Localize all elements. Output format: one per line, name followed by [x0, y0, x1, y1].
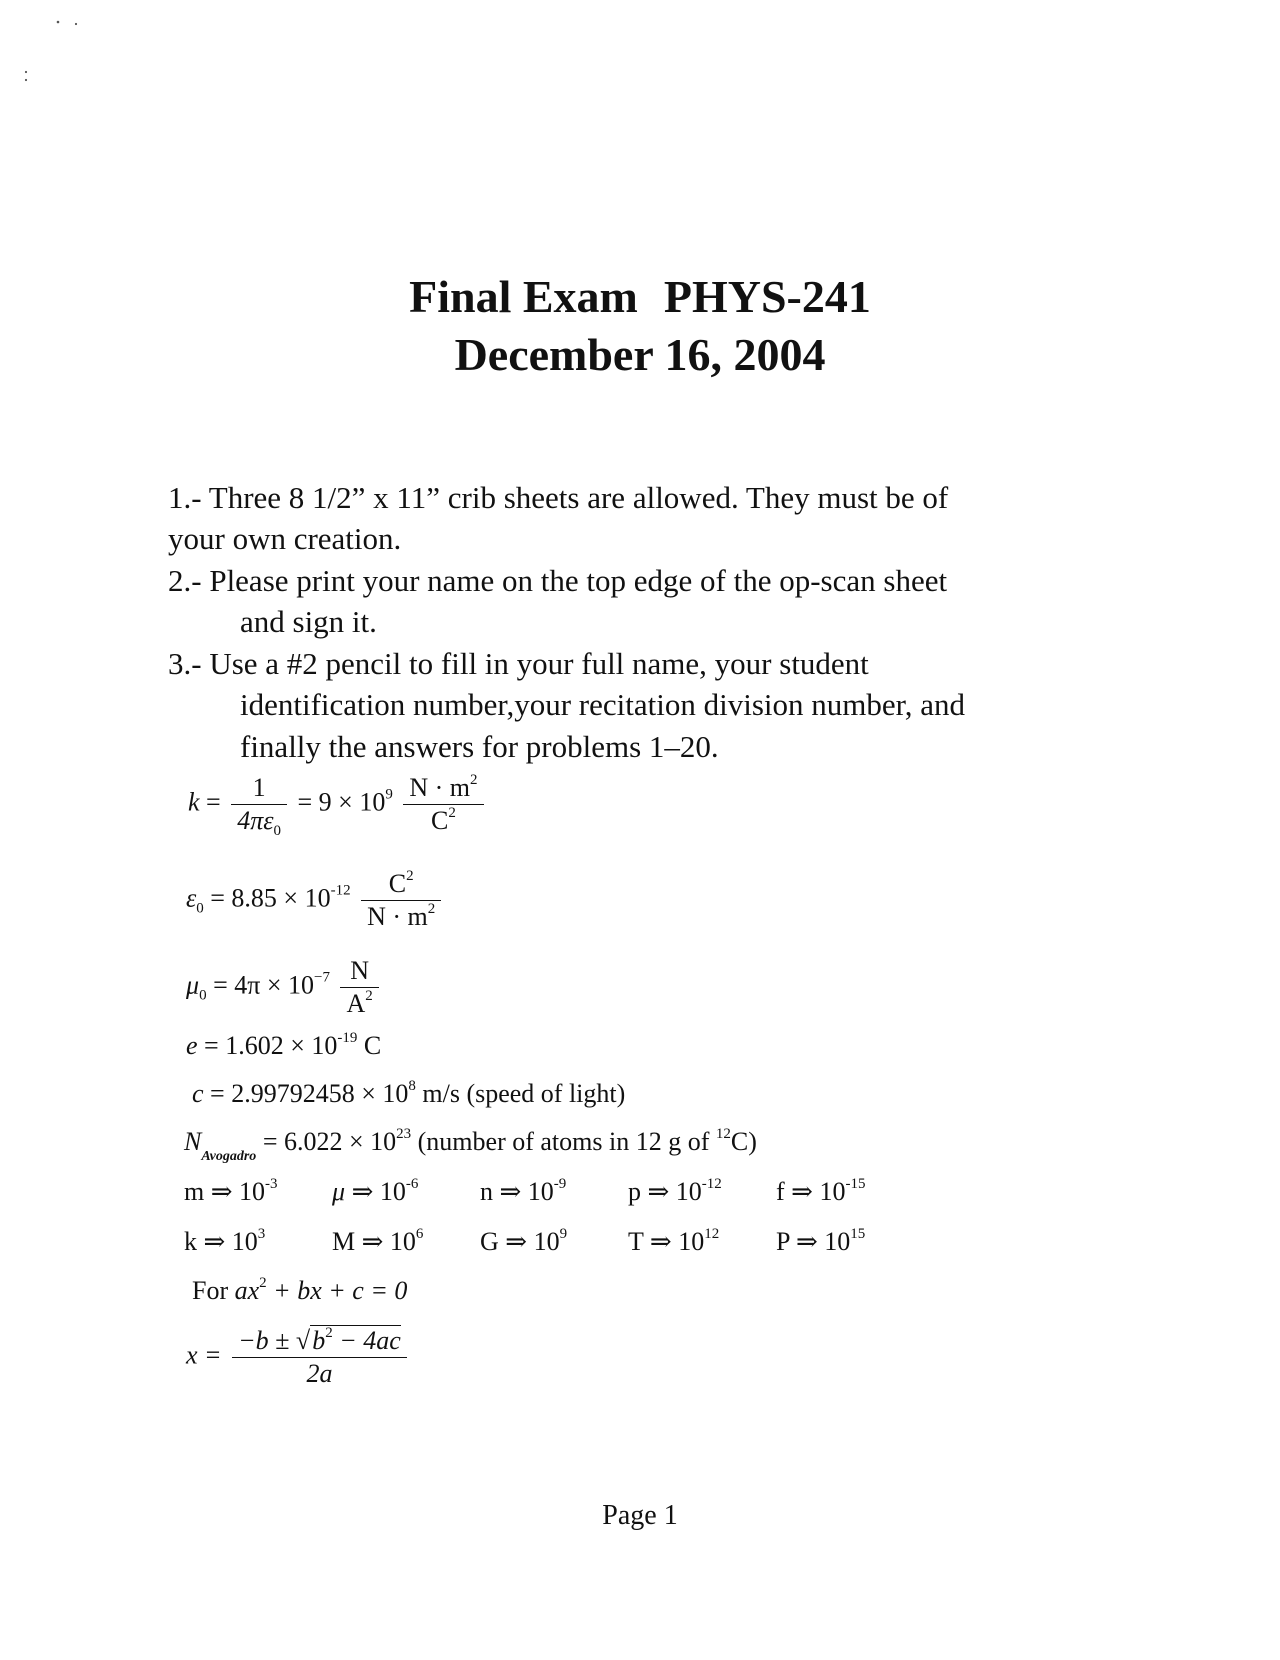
exam-date: December 16, 2004 [454, 329, 826, 380]
quadratic-formula: x = $\frac{-b \pm √b^2 - 4ac}{2a}$ [186, 1325, 411, 1390]
rule-2-line2: and sign it. [240, 604, 377, 639]
rule-1-line1: 1.- Three 8 1/2” x 11” crib sheets are allowed. They must be of [168, 480, 949, 515]
prefix-giga: G ⇒ $10^9$ [480, 1226, 568, 1256]
prefix-micro: μ ⇒ $10^{-6}$ [332, 1176, 419, 1206]
prefix-mega: M ⇒ $10^6$ [332, 1226, 424, 1256]
formula-elementary-charge: $e = 1.602 \times 10^{-19}$ C [186, 1030, 382, 1060]
quadratic-equation: For $ax^2$ + bx + c = 0 [192, 1275, 408, 1305]
rule-3-line3: finally the answers for problems 1–20. [240, 729, 719, 764]
page-number: Page 1 [602, 1500, 678, 1531]
formula-coulomb-constant: k = $\frac{1}{4\pi\varepsilon_0}$ = $9 \times 10^9$ $\frac{N \cdot m^2}{C^2}$ [188, 772, 488, 837]
formula-permittivity: $\varepsilon_0 = 8.85 \times 10^{-12}$ $\frac{C^2}{N \cdot m^2}$ [186, 868, 445, 933]
prefix-kilo: k ⇒ $10^3$ [184, 1226, 266, 1256]
prefix-row-large [184, 1226, 924, 1258]
exam-title [0, 267, 1280, 327]
rule-3-line1: 3.- Use a #2 pencil to fill in your full name, your student [168, 646, 869, 681]
formula-avogadro: $N_{Avogadro} = 6.022 \times 10^{23}$ (number of atoms in 12 g of $^{12}$C) [184, 1126, 757, 1164]
rule-1-line2: your own creation. [168, 521, 402, 556]
formula-speed-of-light: $c = 2.99792458 \times 10^8$ m/s (speed of light) [192, 1078, 626, 1108]
rule-3-line2: identification number,your recitation division number, and [240, 687, 965, 722]
prefix-row-small [184, 1176, 924, 1208]
prefix-femto: f ⇒ $10^{-15}$ [776, 1176, 866, 1206]
prefix-pico: p ⇒ $10^{-12}$ [628, 1176, 722, 1206]
prefix-tera: T ⇒ $10^{12}$ [628, 1226, 720, 1256]
course-code: PHYS-241 [663, 271, 871, 322]
prefix-nano: n ⇒ $10^{-9}$ [480, 1176, 567, 1206]
rule-2-line1: 2.- Please print your name on the top edge of the op-scan sheet [168, 563, 948, 598]
prefix-milli: m ⇒ $10^{-3}$ [184, 1176, 278, 1206]
scan-specks [0, 0, 1280, 120]
formula-permeability: $\mu_0 = 4\pi \times 10^{-7}$ $\frac{N}{A^2}$ [186, 955, 383, 1020]
exam-name: Final Exam [409, 271, 638, 322]
prefix-peta: P ⇒ $10^{15}$ [776, 1226, 866, 1256]
